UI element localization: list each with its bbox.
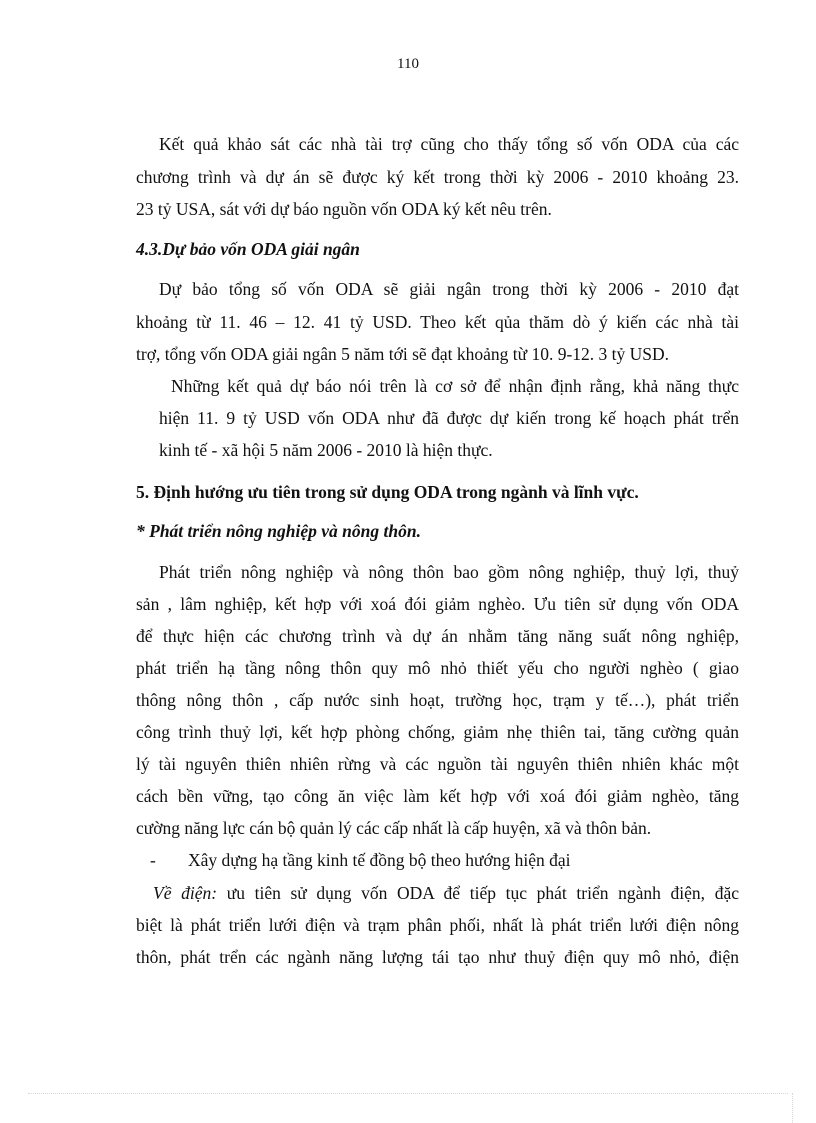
paragraph-line: Dự bảo tổng số vốn ODA sẽ giải ngân trong thời kỳ 2006 - 2010 đạt bbox=[159, 279, 739, 299]
paragraph-line: Phát triển nông nghiệp và nông thôn bao gồm nông nghiệp, thuỷ lợi, thuỷ bbox=[159, 562, 739, 582]
paragraph-line: biệt là phát triển lưới điện và trạm phân phối, nhất là phát triển lưới điện nông bbox=[136, 915, 739, 935]
paragraph-lead: Về điện: bbox=[153, 883, 218, 903]
footer-divider-vertical bbox=[792, 1093, 793, 1123]
paragraph-line bbox=[153, 882, 739, 904]
paragraph-line: để thực hiện các chương trình và dự án nhằm tăng năng suất nông nghiệp, bbox=[136, 626, 739, 646]
paragraph-line: lý tài nguyên thiên nhiên rừng và các nguồn tài nguyên thiên nhiên khác một bbox=[136, 754, 739, 774]
paragraph-line: khoảng từ 11. 46 – 12. 41 tỷ USD. Theo kết qủa thăm dò ý kiến các nhà tài bbox=[136, 312, 739, 332]
bullet-text: Xây dựng hạ tầng kinh tế đồng bộ theo hướng hiện đại bbox=[188, 850, 571, 870]
paragraph-line: cường năng lực cán bộ quản lý các cấp nhất là cấp huyện, xã và thôn bản. bbox=[136, 818, 652, 838]
paragraph-line: chương trình và dự án sẽ được ký kết trong thời kỳ 2006 - 2010 khoảng 23. bbox=[136, 167, 739, 187]
page-number: 110 bbox=[397, 56, 419, 72]
paragraph-line: thôn, phát trển các ngành năng lượng tái tạo như thuỷ điện quy mô nhỏ, điện bbox=[136, 947, 739, 967]
paragraph-line: phát triển hạ tầng nông thôn quy mô nhỏ thiết yếu cho người nghèo ( giao bbox=[136, 658, 739, 678]
subsection-heading: * Phát triển nông nghiệp và nông thôn. bbox=[136, 521, 421, 541]
paragraph-line: Những kết quả dự báo nói trên là cơ sở để nhận định rằng, khả năng thực bbox=[171, 376, 739, 396]
paragraph-line: thông nông thôn , cấp nước sinh hoạt, trường học, trạm y tế…), phát triển bbox=[136, 690, 739, 710]
paragraph-line: sản , lâm nghiệp, kết hợp với xoá đói giảm nghèo. Ưu tiên sử dụng vốn ODA bbox=[136, 594, 739, 614]
paragraph-line: trợ, tổng vốn ODA giải ngân 5 năm tới sẽ đạt khoảng từ 10. 9-12. 3 tỷ USD. bbox=[136, 344, 670, 364]
paragraph-line: cách bền vững, tạo công ăn việc làm kết hợp với xoá đói giảm nghèo, tăng bbox=[136, 786, 739, 806]
paragraph-line: hiện 11. 9 tỷ USD vốn ODA như đã được dự kiến trong kế hoạch phát trển bbox=[159, 408, 739, 428]
section-heading: 4.3.Dự bảo vốn ODA giải ngân bbox=[136, 239, 360, 259]
paragraph-line: công trình thuỷ lợi, kết hợp phòng chống, giảm nhẹ thiên tai, tăng cường quản bbox=[136, 722, 739, 742]
paragraph-line: kinh tế - xã hội 5 năm 2006 - 2010 là hiện thực. bbox=[159, 440, 493, 460]
section-heading: 5. Định hướng ưu tiên trong sử dụng ODA trong ngành và lĩnh vực. bbox=[136, 482, 639, 502]
paragraph-line: Kết quả khảo sát các nhà tài trợ cũng cho thấy tổng số vốn ODA của các bbox=[159, 134, 739, 154]
paragraph-line-rest: ưu tiên sử dụng vốn ODA để tiếp tục phát triển ngành điện, đặc bbox=[217, 883, 739, 903]
footer-divider bbox=[28, 1093, 788, 1094]
bullet-dash: - bbox=[150, 850, 156, 870]
paragraph-line: 23 tỷ USA, sát với dự báo nguồn vốn ODA ký kết nêu trên. bbox=[136, 199, 552, 219]
